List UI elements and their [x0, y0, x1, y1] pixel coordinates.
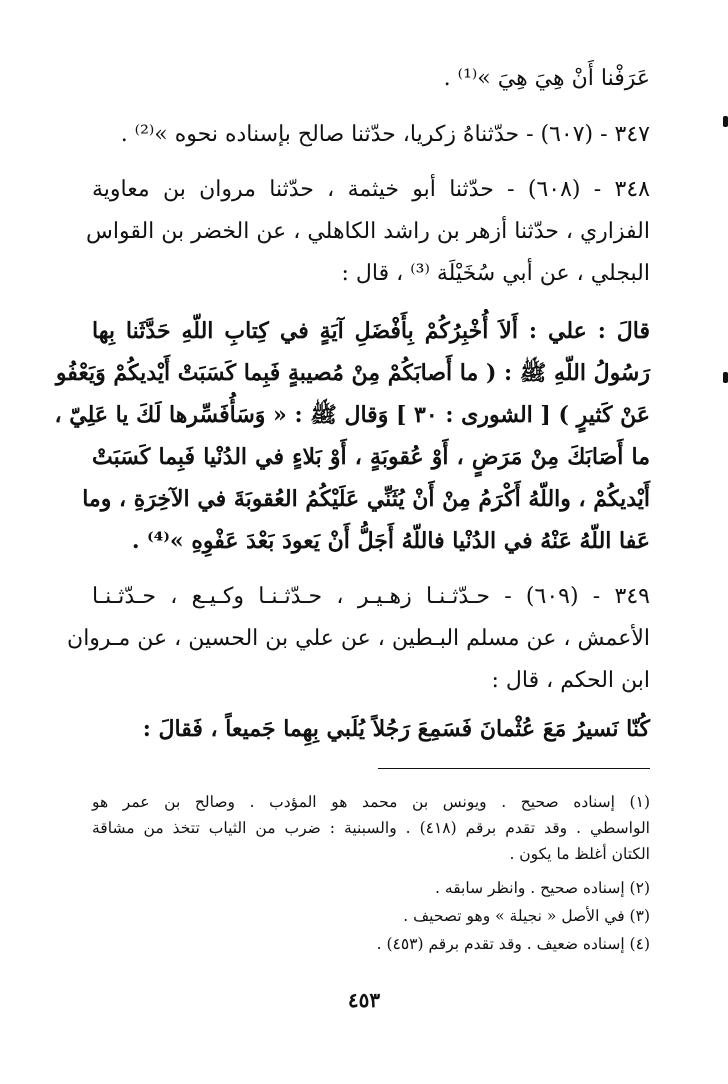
hadith-349-line-2: الأعمش ، عن مسلم البـطين ، عن علي بن الحسين ، عن مـروان [67, 626, 650, 651]
hadith-349-line-1: ٣٤٩ - (٦٠٩) - حـدّثـنـا زهـيـر ، حـدّثـنـا وكـيـع ، حـدّثـنـا [92, 584, 650, 609]
edge-mark-top [723, 116, 728, 127]
hadith-text-line-3: عَنْ كَثيرٍ ) [ الشورى : ٣٠ ] وَقال ﷺ : « وَسَأُفَسِّرها لَكَ يا عَلِيّ ، [54, 402, 650, 428]
text-line-1: عَرَفْنا أَنْ هِيَ هِيَ »⁽¹⁾ . [443, 66, 650, 91]
footnote-separator [378, 768, 650, 769]
footnote-1-line-1: (١) إسناده صحيح . ويونس بن محمد هو المؤدب . وصالح بن عمر هو [92, 793, 650, 811]
hadith-349-line-3: ابن الحكم ، قال : [491, 668, 650, 693]
hadith-text-line-6: عَفا اللّهُ عَنْهُ في الدُنْيا فاللّهُ أَجَلُّ أَنْ يَعودَ بَعْدَ عَفْوِهِ »⁽⁴⁾ . [131, 528, 650, 554]
hadith-348-line-2: الفزاري ، حدّثنا أزهر بن راشد الكاهلي ، عن الخضر بن القواس [86, 219, 650, 244]
hadith-348-line-3: البجلي ، عن أبي سُخَيْلَة ⁽³⁾ ، قال : [341, 261, 650, 286]
footnote-2: (٢) إسناده صحيح . وانظر سابقه . [435, 879, 650, 897]
hadith-347-line: ٣٤٧ - (٦٠٧) - حدّثناهُ زكريا، حدّثنا صالح بإسناده نحوه »⁽²⁾ . [120, 122, 650, 147]
hadith-text-line-4: ما أَصَابَكَ مِنْ مَرَضٍ ، أَوْ عُقوبَةٍ ، أَوْ بَلاءٍ في الدُنْيا فَبِما كَسَبَتْ [92, 444, 650, 470]
footnote-3: (٣) في الأصل « نجيلة » وهو تصحيف . [403, 907, 650, 925]
footnote-1-line-2: الواسطي . وقد تقدم برقم (٤١٨) . والسبنية : ضرب من الثياب تتخذ من مشاقة [92, 819, 650, 837]
footnote-1-line-3: الكتان أغلظ ما يكون . [509, 845, 650, 863]
hadith-text-line-1: قالَ : علي : أَلاَ أُخْبِرُكُمْ بِأَفْضَلِ آيَةٍ في كِتابِ اللّهِ حَدَّثَنا بِها [92, 318, 650, 344]
page-number: ٤٥٣ [347, 988, 381, 1012]
hadith-text-line-2: رَسُولُ اللّهِ ﷺ : ( ما أَصابَكُمْ مِنْ مُصيبةٍ فَبِما كَسَبَتْ أَيْديكُمْ وَيَعْفُو [55, 360, 650, 386]
edge-mark-middle [723, 372, 728, 383]
hadith-text-line-5: أَيْديكُمْ ، واللّهُ أَكْرَمُ مِنْ أَنْ يُثَنِّي عَلَيْكُمُ العُقوبَةَ في الآخِرَةِ ، وما [82, 486, 650, 512]
hadith-349-text-line: كُنّا نَسيرُ مَعَ عُثْمانَ فَسَمِعَ رَجُلاً يُلَبي بِهِما جَميعاً ، فَقالَ : [142, 716, 650, 742]
footnote-4: (٤) إسناده ضعيف . وقد تقدم برقم (٤٥٣) . [376, 935, 650, 953]
hadith-348-line-1: ٣٤٨ - (٦٠٨) - حدّثنا أبو خيثمة ، حدّثنا مروان بن معاوية [92, 177, 650, 202]
